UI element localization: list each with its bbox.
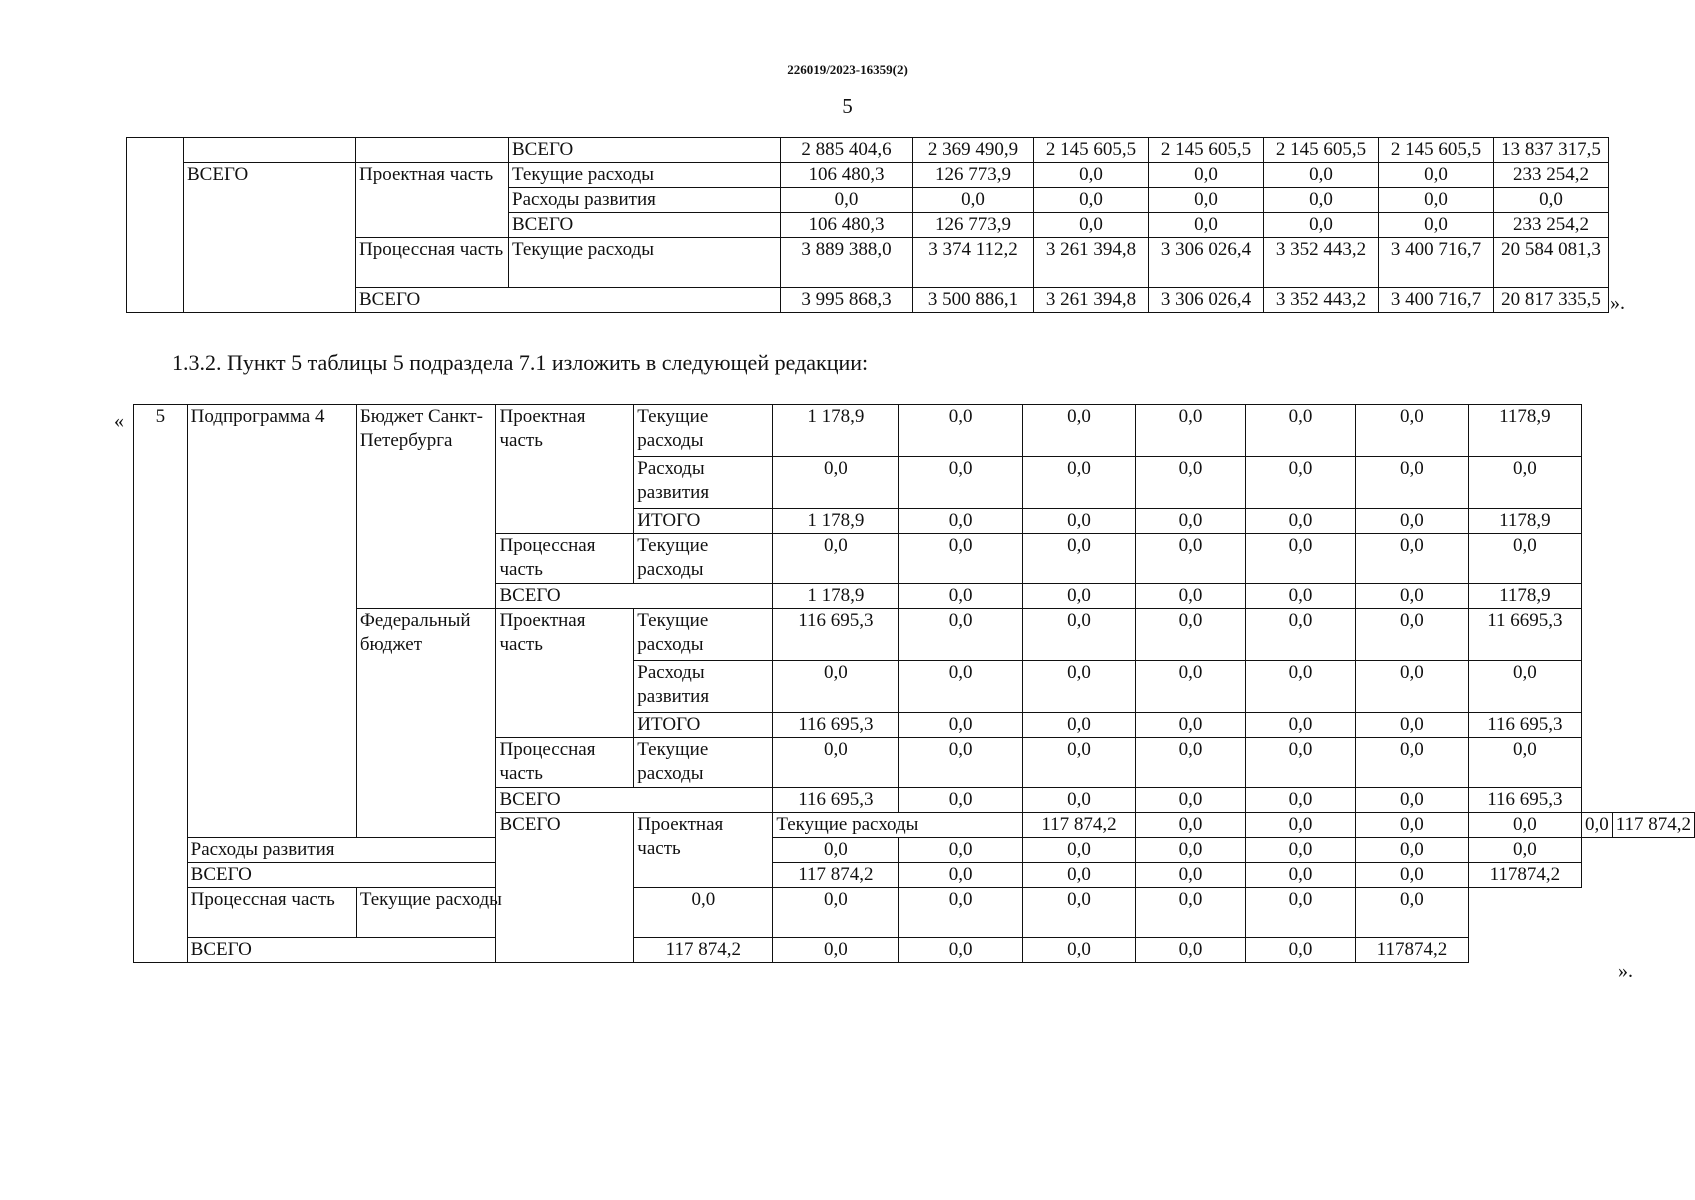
cell: 2 145 605,5 (1264, 138, 1379, 163)
cell: 1178,9 (1468, 509, 1581, 534)
row-label: Текущие расходы (634, 534, 773, 584)
cell: 116 695,3 (1468, 788, 1581, 813)
cell: 106 480,3 (781, 163, 913, 188)
table-subprogram-4 (133, 404, 1695, 963)
cell: 116 695,3 (773, 713, 899, 738)
cell: 2 885 404,6 (781, 138, 913, 163)
row-label: ИТОГО (634, 713, 773, 738)
cell: 0,0 (1468, 738, 1581, 788)
cell: 0,0 (899, 661, 1023, 713)
cell: 0,0 (1356, 838, 1469, 863)
cell: 3 261 394,8 (1034, 238, 1149, 288)
cell: 0,0 (1246, 838, 1356, 863)
cell: 20 584 081,3 (1494, 238, 1609, 288)
row-label: Текущие расходы (509, 163, 781, 188)
cell: 0,0 (899, 584, 1023, 609)
cell: 117874,2 (1356, 938, 1469, 963)
cell: 0,0 (1023, 888, 1136, 938)
budget-federal-label: Федеральный бюджет (356, 609, 496, 838)
row-label: Расходы развития (187, 838, 496, 863)
cell: 117 874,2 (1612, 813, 1694, 838)
cell: 126 773,9 (913, 163, 1034, 188)
cell: 0,0 (1246, 405, 1356, 457)
cell: 0,0 (773, 661, 899, 713)
cell: 1 178,9 (773, 405, 899, 457)
row-label: Расходы развития (634, 457, 773, 509)
row-label: ВСЕГО (187, 863, 496, 888)
process-part-label: Процессная часть (496, 738, 634, 788)
row-label: Расходы развития (634, 661, 773, 713)
project-part-label: Проектная часть (496, 405, 634, 534)
document-id: 226019/2023-16359(2) (787, 62, 908, 77)
cell: 0,0 (1356, 405, 1469, 457)
cell: 0,0 (1023, 609, 1136, 661)
cell: 0,0 (1023, 713, 1136, 738)
cell: 2 145 605,5 (1379, 138, 1494, 163)
cell: 116 695,3 (773, 609, 899, 661)
cell: 0,0 (899, 609, 1023, 661)
cell: 0,0 (1246, 788, 1356, 813)
subprogram-label: Подпрограмма 4 (187, 405, 356, 838)
cell: 0,0 (899, 405, 1023, 457)
cell: 0,0 (899, 457, 1023, 509)
table-continuation (126, 137, 1609, 313)
project-part-label: Проектная часть (496, 609, 634, 738)
table-row (134, 888, 1695, 938)
cell: 0,0 (1023, 457, 1136, 509)
cell: 0,0 (899, 888, 1023, 938)
cell: 117 874,2 (773, 863, 899, 888)
cell: 0,0 (773, 838, 899, 863)
cell: 1 178,9 (773, 509, 899, 534)
group-label: ВСЕГО (184, 163, 356, 313)
cell: 3 500 886,1 (913, 288, 1034, 313)
cell: 0,0 (1023, 738, 1136, 788)
cell: 3 352 443,2 (1264, 288, 1379, 313)
cell: 0,0 (899, 738, 1023, 788)
cell: 0,0 (1034, 163, 1149, 188)
cell: 0,0 (1023, 534, 1136, 584)
cell: 0,0 (1136, 661, 1246, 713)
cell: 0,0 (1356, 813, 1469, 838)
cell: 1178,9 (1468, 405, 1581, 457)
cell: 0,0 (1246, 661, 1356, 713)
row-label: Текущие расходы (509, 238, 781, 288)
cell: 3 374 112,2 (913, 238, 1034, 288)
row-label: ВСЕГО (509, 213, 781, 238)
cell: 0,0 (1034, 213, 1149, 238)
row-label: Текущие расходы (634, 738, 773, 788)
cell: 0,0 (1136, 888, 1246, 938)
row-label: ИТОГО (634, 509, 773, 534)
cell: 1178,9 (1468, 584, 1581, 609)
cell: 3 400 716,7 (1379, 238, 1494, 288)
cell: 0,0 (1246, 888, 1356, 938)
cell: 0,0 (1023, 788, 1136, 813)
cell: 0,0 (1356, 888, 1469, 938)
cell: 0,0 (1356, 609, 1469, 661)
cell: 0,0 (1023, 938, 1136, 963)
cell: 0,0 (1246, 584, 1356, 609)
cell: 0,0 (899, 938, 1023, 963)
row-label: Текущие расходы (634, 405, 773, 457)
cell: 0,0 (773, 534, 899, 584)
process-part-label: Процессная часть (356, 238, 509, 288)
cell: 0,0 (1356, 788, 1469, 813)
cell: 2 369 490,9 (913, 138, 1034, 163)
cell: 0,0 (1246, 863, 1356, 888)
closing-quote: ». (1610, 292, 1625, 314)
cell: 0,0 (1246, 738, 1356, 788)
cell: 0,0 (1136, 584, 1246, 609)
cell: 0,0 (1264, 188, 1379, 213)
row-label: ВСЕГО (509, 138, 781, 163)
cell: 0,0 (1356, 863, 1469, 888)
grand-total-label: ВСЕГО (496, 813, 634, 963)
table-row (127, 163, 1609, 188)
cell: 117 874,2 (634, 938, 773, 963)
process-part-label: Процессная часть (187, 888, 356, 938)
cell: 0,0 (1356, 661, 1469, 713)
cell: 0,0 (1264, 213, 1379, 238)
cell: 0,0 (1023, 661, 1136, 713)
cell: 2 145 605,5 (1034, 138, 1149, 163)
cell: 0,0 (1246, 609, 1356, 661)
row-number: 5 (134, 405, 188, 963)
row-label: ВСЕГО (356, 288, 781, 313)
cell: 3 352 443,2 (1264, 238, 1379, 288)
cell: 0,0 (1356, 713, 1469, 738)
cell: 0,0 (899, 509, 1023, 534)
table-row (134, 405, 1695, 457)
cell: 0,0 (1136, 509, 1246, 534)
cell: 0,0 (1136, 863, 1246, 888)
cell: 3 889 388,0 (781, 238, 913, 288)
row-label: Текущие расходы (634, 609, 773, 661)
cell: 2 145 605,5 (1149, 138, 1264, 163)
cell: 0,0 (1023, 584, 1136, 609)
table-row (134, 838, 1695, 863)
cell: 3 995 868,3 (781, 288, 913, 313)
cell: 0,0 (1468, 457, 1581, 509)
cell: 0,0 (1149, 188, 1264, 213)
cell: 0,0 (1149, 213, 1264, 238)
cell: 0,0 (1468, 661, 1581, 713)
cell: 0,0 (773, 888, 899, 938)
opening-quote: « (114, 410, 124, 432)
cell: 3 306 026,4 (1149, 288, 1264, 313)
cell: 20 817 335,5 (1494, 288, 1609, 313)
cell: 0,0 (1149, 163, 1264, 188)
cell: 0,0 (1136, 938, 1246, 963)
cell: 0,0 (1379, 163, 1494, 188)
cell: 0,0 (1136, 788, 1246, 813)
cell: 0,0 (1246, 938, 1356, 963)
cell: 0,0 (1034, 188, 1149, 213)
project-part-label: Проектная часть (356, 163, 509, 238)
row-label: Текущие расходы (356, 888, 633, 938)
cell: 0,0 (899, 534, 1023, 584)
cell: 0,0 (1136, 534, 1246, 584)
cell: 0,0 (1246, 534, 1356, 584)
cell: 117874,2 (1468, 863, 1581, 888)
cell: 0,0 (1468, 534, 1581, 584)
cell: 0,0 (1136, 405, 1246, 457)
cell: 0,0 (1468, 813, 1581, 838)
project-part-label: Проектная часть (634, 813, 773, 888)
cell: 13 837 317,5 (1494, 138, 1609, 163)
cell: 0,0 (1581, 813, 1612, 838)
cell: 233 254,2 (1494, 213, 1609, 238)
cell: 0,0 (913, 188, 1034, 213)
row-label: ВСЕГО (496, 584, 773, 609)
cell: 3 261 394,8 (1034, 288, 1149, 313)
cell: 0,0 (1136, 713, 1246, 738)
cell: 0,0 (1023, 838, 1136, 863)
cell: 0,0 (1356, 509, 1469, 534)
cell: 0,0 (1023, 863, 1136, 888)
cell: 0,0 (1023, 405, 1136, 457)
closing-quote: ». (1618, 960, 1633, 982)
cell: 0,0 (1246, 713, 1356, 738)
cell: 233 254,2 (1494, 163, 1609, 188)
cell: 0,0 (1246, 457, 1356, 509)
cell: 0,0 (1356, 457, 1469, 509)
cell: 126 773,9 (913, 213, 1034, 238)
budget-spb-label: Бюджет Санкт-Петербурга (356, 405, 496, 609)
cell: 0,0 (1379, 213, 1494, 238)
table-row (134, 863, 1695, 888)
cell: 3 306 026,4 (1149, 238, 1264, 288)
cell: 0,0 (1136, 838, 1246, 863)
cell: 0,0 (1379, 188, 1494, 213)
cell: 116 695,3 (1468, 713, 1581, 738)
cell: 117 874,2 (1023, 813, 1136, 838)
cell: 0,0 (1136, 813, 1246, 838)
cell: 0,0 (1136, 457, 1246, 509)
table-row (127, 138, 1609, 163)
row-label: Расходы развития (509, 188, 781, 213)
amendment-paragraph: 1.3.2. Пункт 5 таблицы 5 подраздела 7.1 изложить в следующей редакции: (172, 350, 869, 375)
process-part-label: Процессная часть (496, 534, 634, 584)
cell: 116 695,3 (773, 788, 899, 813)
cell: 0,0 (1246, 509, 1356, 534)
row-label: Текущие расходы (773, 813, 1023, 838)
page-number: 5 (842, 94, 853, 118)
table-row (134, 609, 1695, 661)
cell: 0,0 (1136, 738, 1246, 788)
cell: 0,0 (1136, 609, 1246, 661)
table-row (134, 938, 1695, 963)
cell: 0,0 (1264, 163, 1379, 188)
cell: 0,0 (899, 838, 1023, 863)
cell: 0,0 (1246, 813, 1356, 838)
cell: 0,0 (899, 788, 1023, 813)
cell: 0,0 (1356, 534, 1469, 584)
cell: 0,0 (773, 938, 899, 963)
cell: 0,0 (899, 713, 1023, 738)
cell: 0,0 (1494, 188, 1609, 213)
cell: 106 480,3 (781, 213, 913, 238)
cell: 0,0 (1023, 509, 1136, 534)
cell: 11 6695,3 (1468, 609, 1581, 661)
row-label: ВСЕГО (496, 788, 773, 813)
cell: 0,0 (1356, 738, 1469, 788)
cell: 0,0 (899, 863, 1023, 888)
cell: 0,0 (634, 888, 773, 938)
cell: 0,0 (773, 738, 899, 788)
cell: 0,0 (1356, 584, 1469, 609)
cell: 3 400 716,7 (1379, 288, 1494, 313)
cell: 0,0 (773, 457, 899, 509)
cell: 0,0 (781, 188, 913, 213)
row-label: ВСЕГО (187, 938, 634, 963)
cell: 0,0 (1468, 838, 1581, 863)
cell: 1 178,9 (773, 584, 899, 609)
